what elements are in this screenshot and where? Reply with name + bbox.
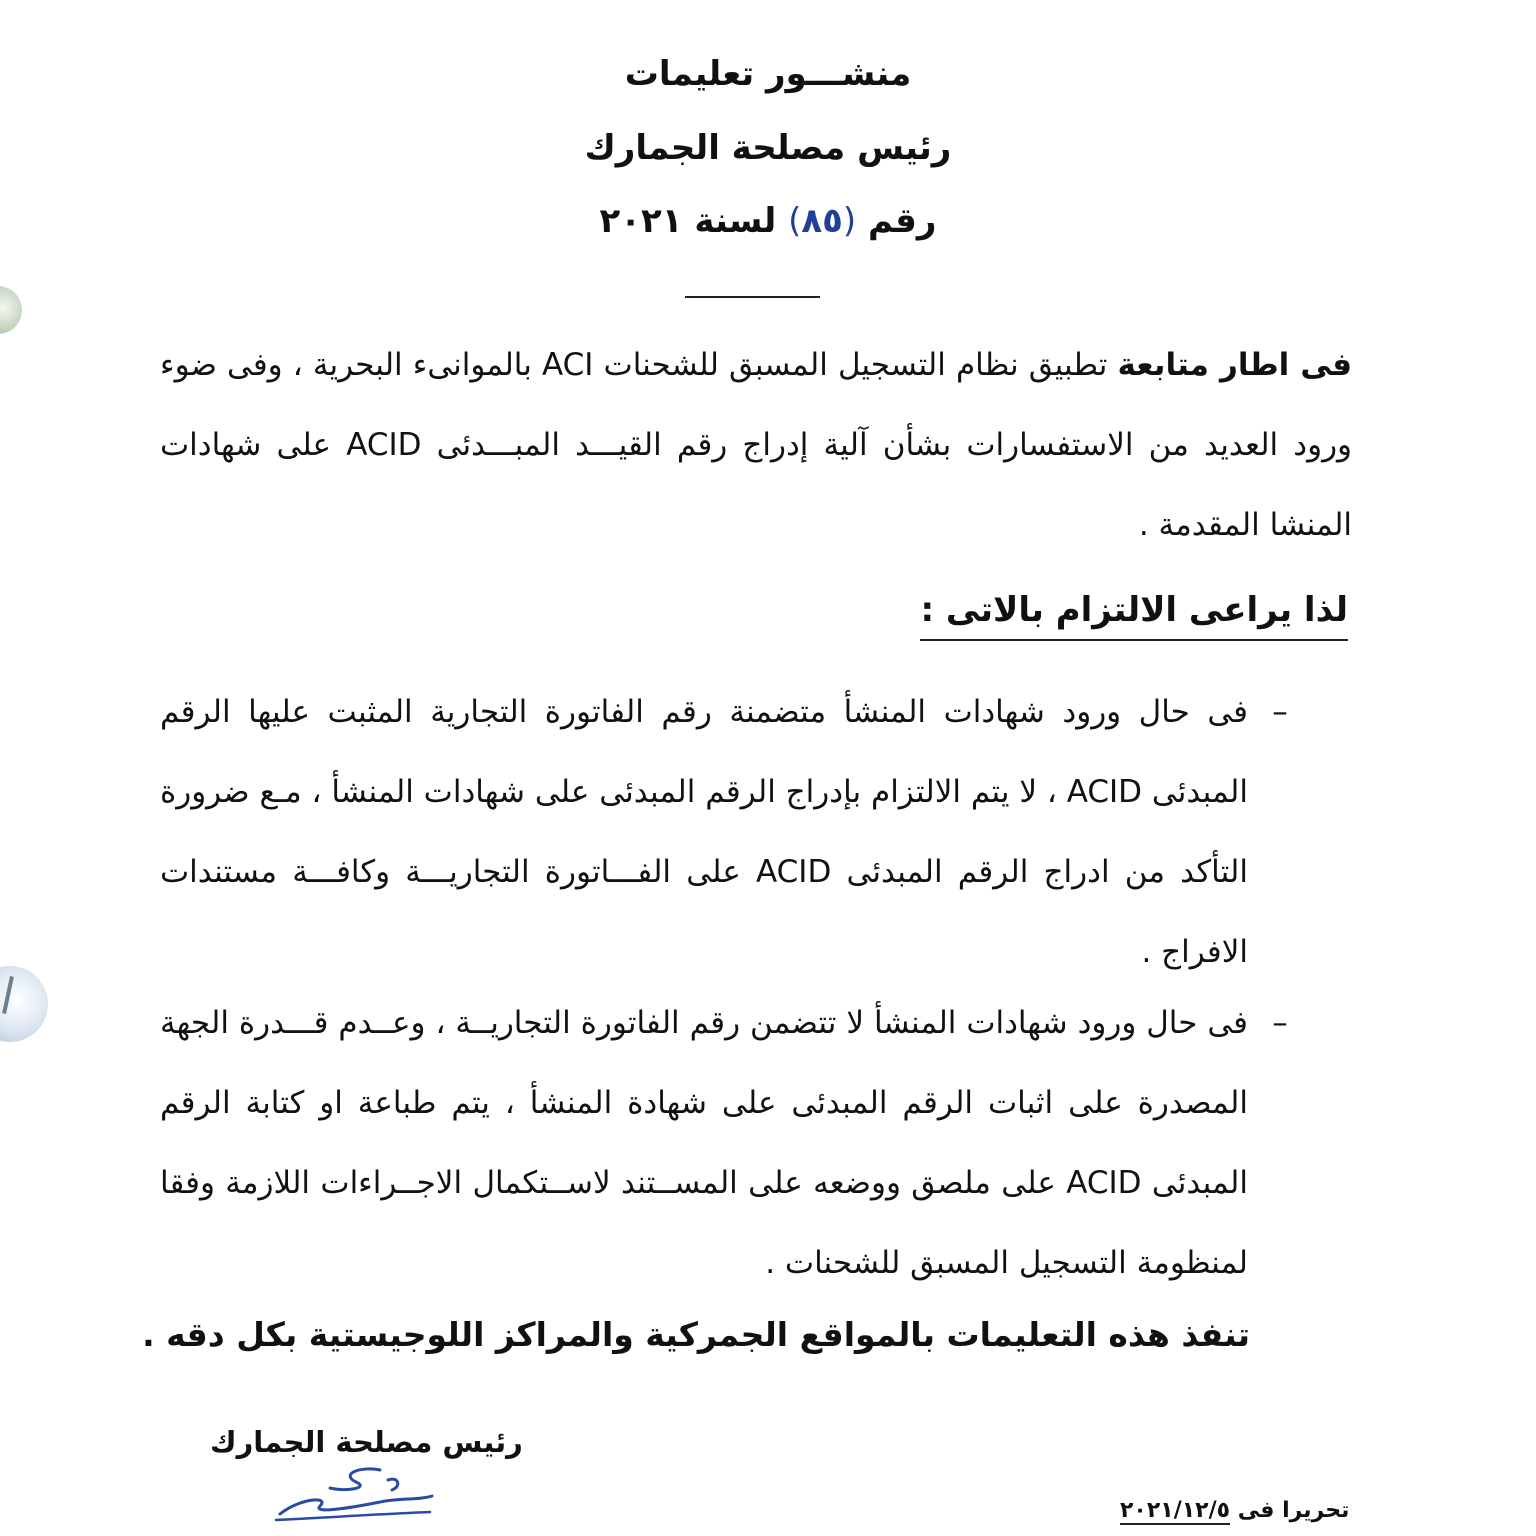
signatory-title: رئيس مصلحة الجمارك bbox=[210, 1425, 523, 1459]
intro-text: تطبيق نظام التسجيل المسبق للشحنات ACI بالموانىء البحرية ، وفى ضوء ورود العديد من الاستفسارات بشأن آلية إدراج رقم القيـــد المبـــدئى ACID على شهادات المنشا المقدمة . bbox=[160, 347, 1353, 543]
instruction-text: فى حال ورود شهادات المنشأ لا تتضمن رقم الفاتورة التجاريــة ، وعــدم قـــدرة الجهة المصدرة على اثبات الرقم المبدئى على شهادة المنشأ ، يتم طباعة او كتابة الرقم المبدئى ACID على ملصق ووضعه على المســتند لاســتكمال الاجــراءات اللازمة وفقا لمنظومة التسجيل المسبق للشحنات . bbox=[160, 1005, 1248, 1281]
number-open-paren: ( bbox=[842, 201, 857, 241]
number-year: لسنة ٢٠٢١ bbox=[599, 201, 777, 241]
handwritten-signature bbox=[260, 1462, 440, 1532]
number-prefix: رقم bbox=[867, 201, 937, 241]
number-close-paren: ) bbox=[788, 201, 802, 241]
heading-divider bbox=[685, 296, 820, 298]
instruction-text: فى حال ورود شهادات المنشأ متضمنة رقم الفاتورة التجارية المثبت عليها الرقم المبدئى ACID ، لا يتم الالتزام بإدراج الرقم المبدئى على شهادات المنشأ ، مـع ضرورة التأكد من ادراج الرقم المبدئى ACID على الفـــاتورة التجاريـــة وكافـــة مستندات الافراج . bbox=[160, 694, 1248, 970]
date-label: تحريرا فى bbox=[1237, 1498, 1350, 1523]
circular-number: ٨٥ bbox=[801, 201, 843, 241]
bullet-dash: – bbox=[1272, 1005, 1288, 1041]
issuer-heading: رئيس مصلحة الجمارك bbox=[584, 128, 952, 168]
circular-number-heading bbox=[0, 203, 1536, 240]
instructions-heading: لذا يراعى الالتزام بالاتى : bbox=[920, 585, 1348, 641]
date-value: ٢٠٢١/١٢/٥ bbox=[1120, 1498, 1231, 1523]
intro-lead: فى اطار متابعة bbox=[1117, 347, 1352, 383]
date-line bbox=[1120, 1493, 1349, 1529]
document-type-heading: منشـــور تعليمات bbox=[624, 54, 912, 94]
bullet-dash: – bbox=[1272, 694, 1288, 730]
intro-paragraph bbox=[160, 325, 1352, 565]
punch-hole-top bbox=[0, 286, 22, 334]
closing-statement: تنفذ هذه التعليمات بالمواقع الجمركية والمراكز اللوجيستية بكل دقه . bbox=[142, 1315, 1250, 1354]
